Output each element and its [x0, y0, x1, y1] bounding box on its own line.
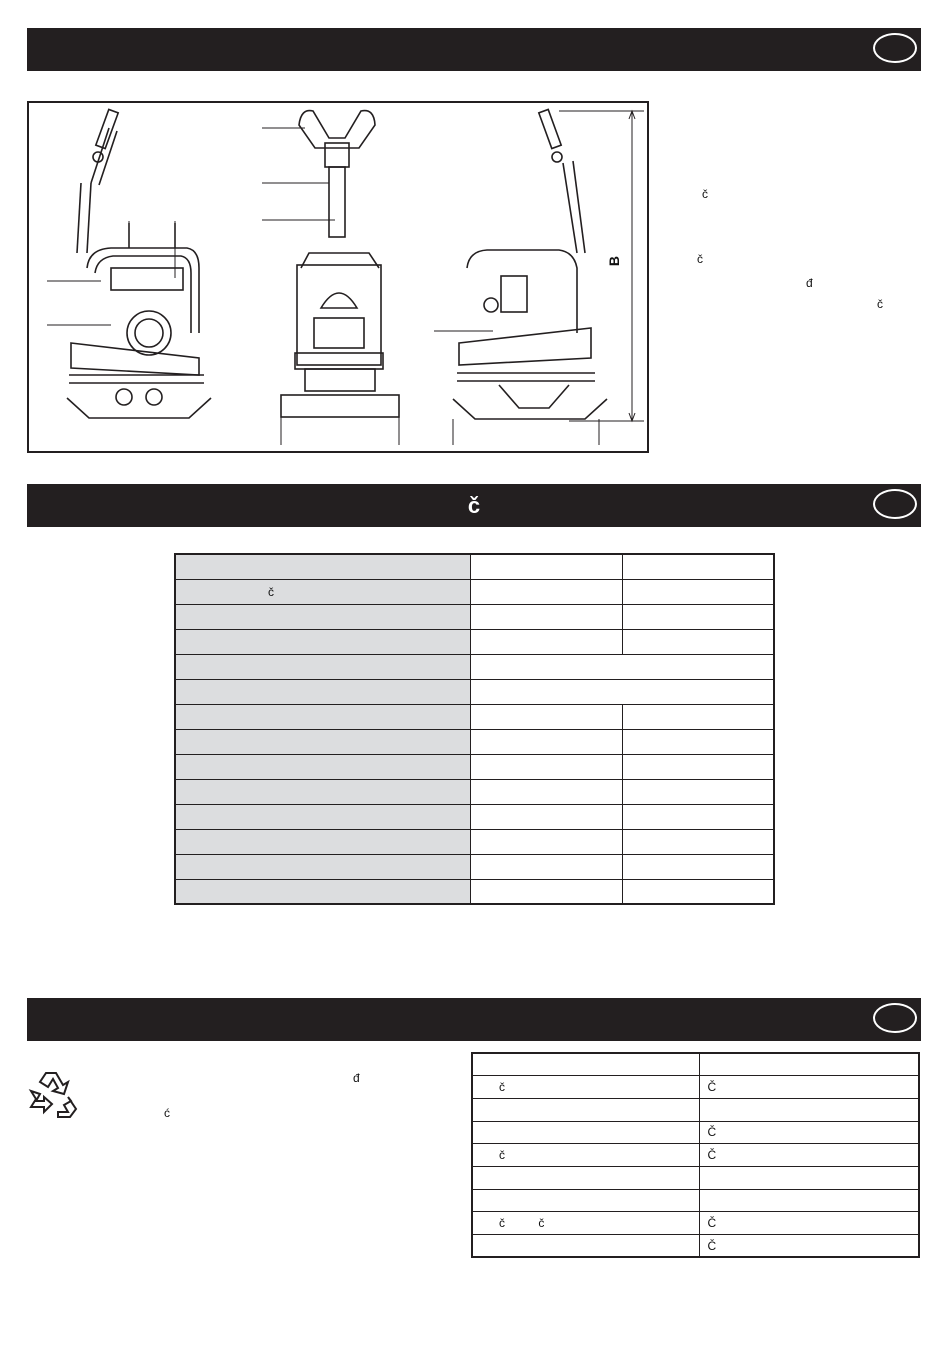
recycling-text-1: đ — [353, 1071, 360, 1085]
spec-row — [175, 629, 774, 654]
spec-value — [622, 779, 774, 804]
disposal-method — [699, 1166, 919, 1189]
section-title: č — [467, 493, 481, 518]
disposal-method — [699, 1053, 919, 1076]
spec-label — [175, 854, 470, 879]
spec-row — [175, 579, 774, 604]
spec-label — [175, 554, 470, 579]
section-header-1 — [27, 28, 921, 71]
spec-label — [175, 679, 470, 704]
spec-value — [470, 879, 622, 904]
disposal-row — [472, 1076, 919, 1099]
spec-value — [622, 854, 774, 879]
disposal-row — [472, 1144, 919, 1167]
disposal-method: Č — [699, 1144, 919, 1167]
view-side-left — [47, 109, 211, 418]
spec-label — [175, 629, 470, 654]
disposal-item: č — [472, 1144, 699, 1167]
spec-row — [175, 729, 774, 754]
disposal-method: Č — [699, 1076, 919, 1099]
disposal-method: Č — [699, 1235, 919, 1258]
spec-value — [622, 629, 774, 654]
disposal-row — [472, 1166, 919, 1189]
spec-row — [175, 554, 774, 579]
disposal-item — [472, 1189, 699, 1212]
section-title — [27, 28, 921, 71]
disposal-method: Č — [699, 1121, 919, 1144]
disposal-row — [472, 1098, 919, 1121]
disposal-row — [472, 1235, 919, 1258]
disposal-item — [472, 1235, 699, 1258]
spec-label — [175, 654, 470, 679]
spec-value — [622, 704, 774, 729]
side-note-4: č — [877, 297, 883, 311]
spec-row — [175, 654, 774, 679]
spec-row — [175, 704, 774, 729]
spec-row — [175, 754, 774, 779]
spec-value — [470, 679, 774, 704]
language-badge — [873, 489, 917, 519]
language-badge — [873, 1003, 917, 1033]
spec-row — [175, 779, 774, 804]
section-header-2 — [27, 484, 921, 527]
spec-value — [622, 554, 774, 579]
spec-value — [470, 779, 622, 804]
spec-value — [622, 829, 774, 854]
spec-row — [175, 804, 774, 829]
disposal-item — [472, 1098, 699, 1121]
recycling-text-2: ć — [164, 1106, 170, 1120]
spec-label — [175, 804, 470, 829]
spec-label — [175, 754, 470, 779]
disposal-item — [472, 1121, 699, 1144]
disposal-item — [472, 1053, 699, 1076]
spec-value — [622, 729, 774, 754]
spec-value — [470, 804, 622, 829]
disposal-row — [472, 1189, 919, 1212]
view-side-right — [434, 109, 644, 445]
disposal-item — [472, 1166, 699, 1189]
spec-label — [175, 779, 470, 804]
side-note-2: č — [697, 252, 703, 266]
spec-label — [175, 829, 470, 854]
spec-value — [622, 579, 774, 604]
spec-row — [175, 854, 774, 879]
spec-value — [470, 729, 622, 754]
disposal-method — [699, 1189, 919, 1212]
spec-label — [175, 729, 470, 754]
spec-value — [470, 754, 622, 779]
spec-value — [470, 579, 622, 604]
view-front — [262, 111, 399, 445]
spec-label — [175, 704, 470, 729]
spec-value — [470, 554, 622, 579]
spec-value — [622, 604, 774, 629]
spec-row — [175, 604, 774, 629]
spec-value — [470, 629, 622, 654]
spec-value — [470, 654, 774, 679]
spec-value — [470, 704, 622, 729]
spec-value — [622, 879, 774, 904]
spec-value — [470, 604, 622, 629]
disposal-method: Č — [699, 1212, 919, 1235]
machine-dimension-diagram — [27, 101, 649, 453]
spec-value — [622, 804, 774, 829]
spec-row — [175, 879, 774, 904]
disposal-row — [472, 1053, 919, 1076]
disposal-table — [471, 1052, 920, 1258]
spec-label — [175, 604, 470, 629]
language-badge — [873, 33, 917, 63]
side-note-1: č — [702, 187, 708, 201]
dimension-b-label: B — [606, 255, 623, 267]
spec-label: č — [175, 579, 470, 604]
spec-value — [470, 854, 622, 879]
recycle-icon — [26, 1067, 82, 1121]
section-title — [27, 998, 921, 1041]
spec-label — [175, 879, 470, 904]
plate-compactor-drawing — [29, 103, 649, 453]
technical-specification-table — [174, 553, 775, 905]
disposal-item: č č — [472, 1212, 699, 1235]
section-header-3 — [27, 998, 921, 1041]
spec-row — [175, 829, 774, 854]
spec-value — [470, 829, 622, 854]
disposal-item: č — [472, 1076, 699, 1099]
spec-value — [622, 754, 774, 779]
disposal-row — [472, 1212, 919, 1235]
disposal-row — [472, 1121, 919, 1144]
disposal-method — [699, 1098, 919, 1121]
side-note-3: đ — [806, 276, 813, 290]
spec-row — [175, 679, 774, 704]
